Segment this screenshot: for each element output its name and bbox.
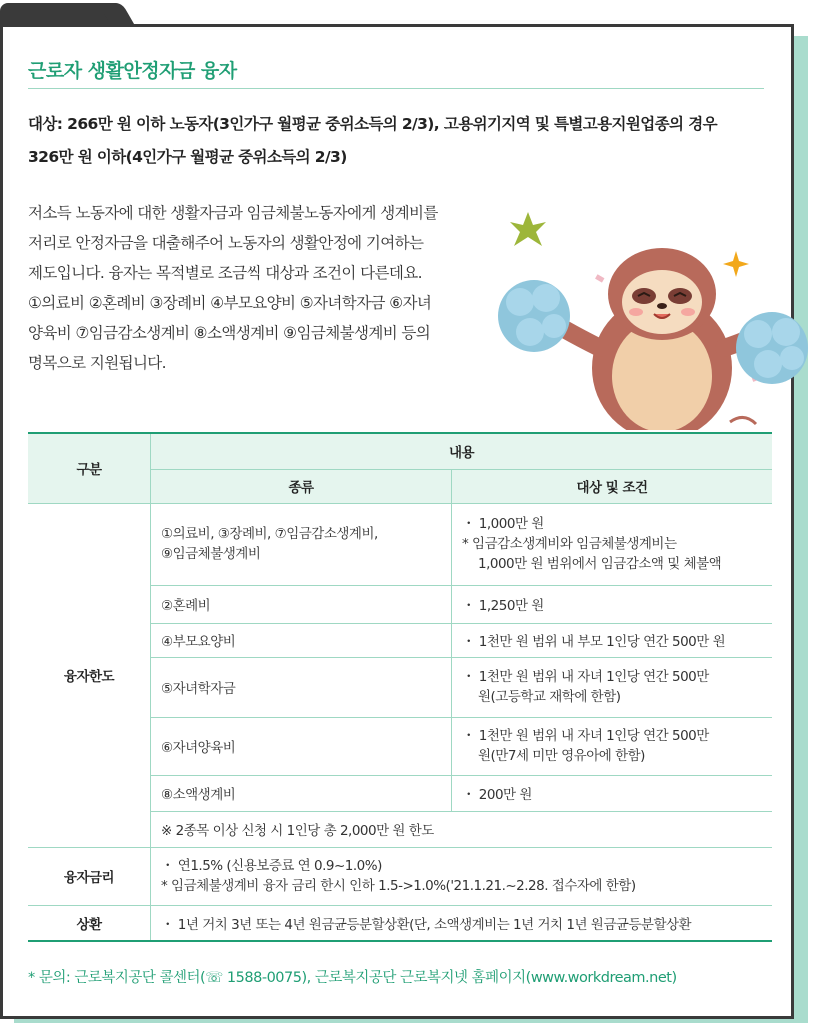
condition-text: ・ 1천만 원 범위 내 자녀 1인당 연간 500만 xyxy=(462,669,709,685)
table-row xyxy=(28,905,772,941)
pompom-left xyxy=(498,280,570,352)
condition-cell: ・ 1,250만 원 xyxy=(452,585,773,623)
contact-footnote: * 문의: 근로복지공단 콜센터(☏ 1588-0075), 근로복지공단 근로복지넷 홈페이지(www.workdream.net) xyxy=(28,970,677,986)
sparkle-icon xyxy=(510,212,546,246)
type-cell: ⑥자녀양육비 xyxy=(151,717,452,775)
description-line: 제도입니다. 융자는 목적별로 조금씩 대상과 조건이 다른데요. xyxy=(28,264,422,282)
sloth-illustration xyxy=(490,198,810,430)
condition-cell: ・ 200만 원 xyxy=(452,775,773,811)
type-text: ①의료비, ③장례비, ⑦임금감소생계비, xyxy=(161,526,378,542)
description xyxy=(28,198,478,378)
condition-text: 원(만7세 미만 영유아에 한함) xyxy=(478,748,645,764)
type-cell: ②혼례비 xyxy=(151,585,452,623)
condition-cell xyxy=(452,503,773,585)
condition-text: * 임금감소생계비와 임금체불생계비는 xyxy=(462,536,677,552)
header-content: 내용 xyxy=(151,433,773,469)
page-title: 근로자 생활안정자금 융자 xyxy=(28,60,237,82)
title-divider xyxy=(28,88,764,89)
eligibility-text xyxy=(28,108,772,174)
description-line: 명목으로 지원됩니다. xyxy=(28,354,167,372)
header-condition: 대상 및 조건 xyxy=(452,469,773,503)
condition-cell xyxy=(452,717,773,775)
condition-cell: ・ 1천만 원 범위 내 부모 1인당 연간 500만 원 xyxy=(452,623,773,657)
type-cell: ⑧소액생계비 xyxy=(151,775,452,811)
repay-text: ・ 1년 거치 3년 또는 4년 원금균등분할상환(단, 소액생계비는 1년 거치 1년 원금균등분할상환 xyxy=(151,905,773,941)
description-line: 저소득 노동자에 대한 생활자금과 임금체불노동자에게 생계비를 xyxy=(28,204,438,222)
description-line: 저리로 안정자금을 대출해주어 노동자의 생활안정에 기여하는 xyxy=(28,234,424,252)
eligibility-line-1: 대상: 266만 원 이하 노동자(3인가구 월평균 중위소득의 2/3), 고용위기지역 및 특별고용지원업종의 경우 xyxy=(28,115,717,133)
description-line: 양육비 ⑦임금감소생계비 ⑧소액생계비 ⑨임금체불생계비 등의 xyxy=(28,324,431,342)
type-cell xyxy=(151,503,452,585)
sparkle-icon xyxy=(723,251,749,277)
condition-text: 원(고등학교 재학에 한함) xyxy=(478,689,621,705)
header-type: 종류 xyxy=(151,469,452,503)
description-line: ①의료비 ②혼례비 ③장례비 ④부모요양비 ⑤자녀학자금 ⑥자녀 xyxy=(28,294,432,312)
repay-label: 상환 xyxy=(28,905,151,941)
rate-cell xyxy=(151,847,773,905)
type-text: ⑨임금체불생계비 xyxy=(161,546,261,562)
limit-note: ※ 2종목 이상 신청 시 1인당 총 2,000만 원 한도 xyxy=(151,811,773,847)
condition-text: ・ 1,000만 원 xyxy=(462,516,544,532)
loan-table xyxy=(28,432,772,942)
confetti xyxy=(595,274,604,282)
table-row xyxy=(28,503,772,585)
eligibility-line-2: 326만 원 이하(4인가구 월평균 중위소득의 2/3) xyxy=(28,148,347,166)
condition-cell xyxy=(452,657,773,717)
condition-text: ・ 1천만 원 범위 내 자녀 1인당 연간 500만 xyxy=(462,728,709,744)
pompom-right xyxy=(736,312,808,384)
header-category: 구분 xyxy=(28,433,151,503)
rate-text: * 임금체불생계비 융자 금리 한시 인하 1.5->1.0%('21.1.21.~2.28. 접수자에 한함) xyxy=(161,878,636,894)
rate-label: 융자금리 xyxy=(28,847,151,905)
condition-text: 1,000만 원 범위에서 임금감소액 및 체불액 xyxy=(478,556,722,572)
rate-text: ・ 연1.5% (신용보증료 연 0.9~1.0%) xyxy=(161,858,382,874)
limit-label: 융자한도 xyxy=(28,503,151,847)
type-cell: ⑤자녀학자금 xyxy=(151,657,452,717)
table-row xyxy=(28,847,772,905)
type-cell: ④부모요양비 xyxy=(151,623,452,657)
